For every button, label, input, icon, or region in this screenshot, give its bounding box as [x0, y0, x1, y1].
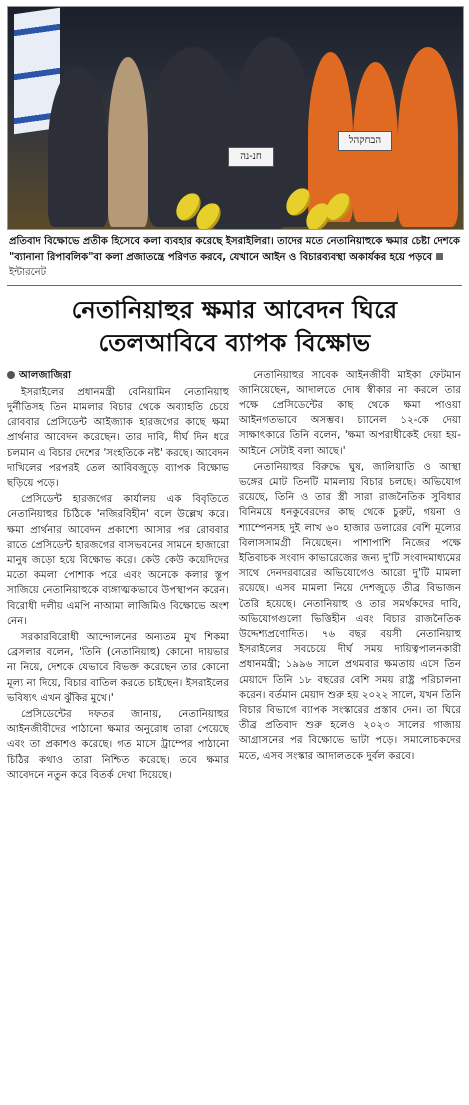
protest-photo: [7, 6, 464, 230]
article-headline: [7, 294, 462, 360]
paragraph: ইসরাইলের প্রধানমন্ত্রী বেনিয়ামিন নেতানিয়াহু দুর্নীতিসহ তিন মামলার বিচার থেকে অব্যাহতি চেয়ে রোববার প্রেসিডেন্ট আইজ্যাক হারজগের কাছে ক্ষমা প্রার্থনার আবেদন করেছেন। তার দাবি, দীর্ঘ দিন ধরে চলমান এ বিচার দেশের 'সংহতিকে নষ্ট' করছে। আবেদন দাখিলের পরপরই তেল আবিবজুড়ে ব্যাপক বিক্ষোভ ছড়িয়ে পড়ে।: [7, 386, 229, 489]
bullet-icon: [7, 371, 15, 379]
byline-source: আলজাজিরা: [19, 369, 72, 381]
headline-line-2: তেলআবিবে ব্যাপক বিক্ষোভ: [98, 328, 371, 357]
hebrew-placard: הבחקהל: [338, 131, 392, 151]
crowd-figure: [48, 67, 108, 227]
paragraph: প্রেসিডেন্টের দফতর জানায়, নেতানিয়াহুর আইনজীবীদের পাঠানো ক্ষমার অনুরোধ তারা পেয়েছে এবং তা প্রকাশও করেছে। গত মাসে ট্রাম্পের পাঠানো চিঠির কথাও তারা নিশ্চিত করেছে। তবে ক্ষমার আবেদনে নতুন করে বিতর্ক দেখা দিয়েছে।: [7, 708, 229, 781]
square-bullet-icon: [436, 253, 443, 260]
headline-line-1: নেতানিয়াহুর ক্ষমার আবেদন ঘিরে: [71, 295, 398, 324]
paragraph: সরকারবিরোধী আন্দোলনের অন্যতম মুখ শিকমা ব্রেসলার বলেন, 'তিনি (নেতানিয়াহু) কোনো দায়ভার না নিয়ে, দেশকে যেভাবে বিভক্ত করেছেন তার কোনো মূল্য না দিয়ে, বিচার বাতিল করতে চাইছেন। ইসরাইলের ভবিষ্যৎ এখন ঝুঁকির মুখে।': [7, 631, 229, 704]
paragraph: নেতানিয়াহুর সাবেক আইনজীবী মাইকা ফেটমান জানিয়েছেন, আদালতে দোষ স্বীকার না করলে তার পক্ষে প্রেসিডেন্টের কাছ থেকে ক্ষমা পাওয়া আইনগতভাবে অসম্ভব। চ্যানেল ১২-কে দেয়া সাক্ষাৎকারে তিনি বলেন, 'ক্ষমা অপরাধীকেই দেয়া হয়- আইনে সেটাই বলা আছে।': [239, 369, 461, 457]
crowd-figure: [108, 57, 148, 227]
left-column: [7, 368, 229, 784]
photo-caption: [7, 234, 462, 286]
hebrew-placard: חנ-נה: [228, 147, 274, 167]
article-body: [7, 368, 462, 784]
caption-text: প্রতিবাদ বিক্ষোভে প্রতীক হিসেবে কলা ব্যবহার করেছে ইসরাইলিরা। তাদের মতে নেতানিয়াহুকে ক্ষমার চেষ্টা দেশকে "ব্যানানা রিপাবলিক"বা কলা প্রজাতন্ত্রে পরিণত করবে, যেখানে আইন ও বিচারব্যবস্থা অকার্যকর হয়ে পড়বে: [9, 236, 460, 263]
byline: [7, 368, 229, 383]
paragraph: নেতানিয়াহুর বিরুদ্ধে ঘুষ, জালিয়াতি ও আস্থা ভঙ্গের মোট তিনটি মামলায় বিচার চলছে। অভিযোগ রয়েছে, তিনি ও তার স্ত্রী সারা রাজনৈতিক সুবিধার বিনিময়ে ধনকুবেরদের কাছ থেকে চুরুট, গয়না ও শ্যাম্পেনসহ দুই লাখ ৬০ হাজার ডলারের বেশি মূল্যের বিলাসসামগ্রী নিয়েছেন। পাশাপাশি নিজের পক্ষে ইতিবাচক সংবাদ কাভারেজের জন্য দু'টি সংবাদমাধ্যমের সাথে দেনদরবারের অভিযোগেও আরো দু'টি মামলা রয়েছে। এসব মামলা নিয়ে দেশজুড়ে তীব্র বিভাজন তৈরি হয়েছে। নেতানিয়াহু ও তার সমর্থকদের দাবি, অভিযোগগুলো ভিত্তিহীন এবং বিচার রাজনৈতিক উদ্দেশ্যপ্রণোদিত। ৭৬ বছর বয়সী নেতানিয়াহু ইসরাইলের সবচেয়ে দীর্ঘ সময় দায়িত্বপালনকারী প্রধানমন্ত্রী; ১৯৯৬ সালে প্রথমবার ক্ষমতায় এসে তিন মেয়াদে তিনি ১৮ বছরের বেশি সময় রাষ্ট্র পরিচালনা করেন। বর্তমান মেয়াদ শুরু হয় ২০২২ সালে, যখন তিনি বিচার বিভাগে ব্যাপক সংস্কারের প্রস্তাব দেন। তা ঘিরে তীব্র প্রতিবাদ শুরু হলেও ২০২৩ সালের গাজায় আগ্রাসনের পর বিক্ষোভে ভাটা পড়ে। সমালোচকদের মতে, এসব সংস্কার আদালতকে দুর্বল করবে।: [239, 461, 461, 762]
orange-prisoner-figure: [398, 47, 458, 227]
right-column: [239, 368, 461, 784]
photo-credit: ইন্টারনেট: [9, 267, 47, 278]
paragraph: প্রেসিডেন্ট হারজগের কার্যালয় এক বিবৃতিতে নেতানিয়াহুর চিঠিকে 'নজিরবিহীন' বলে উল্লেখ করে। ক্ষমা প্রার্থনার আবেদন প্রকাশ্যে আসার পর রোববার রাতে প্রেসিডেন্ট হারজগের বাসভবনের সামনে হাজারো মানুষ জড়ো হয়ে বিক্ষোভ করে। কেউ কেউ কয়েদিদের মতো কমলা পোশাক পরে এবং অনেকে কলার স্তূপ সাজিয়ে নেতানিয়াহুকে ব্যঙ্গাত্মকভাবে উপস্থাপন করেন। বিরোধী দলীয় এমপি নাআমা লাজিমিও বিক্ষোভে অংশ নেন।: [7, 494, 229, 627]
